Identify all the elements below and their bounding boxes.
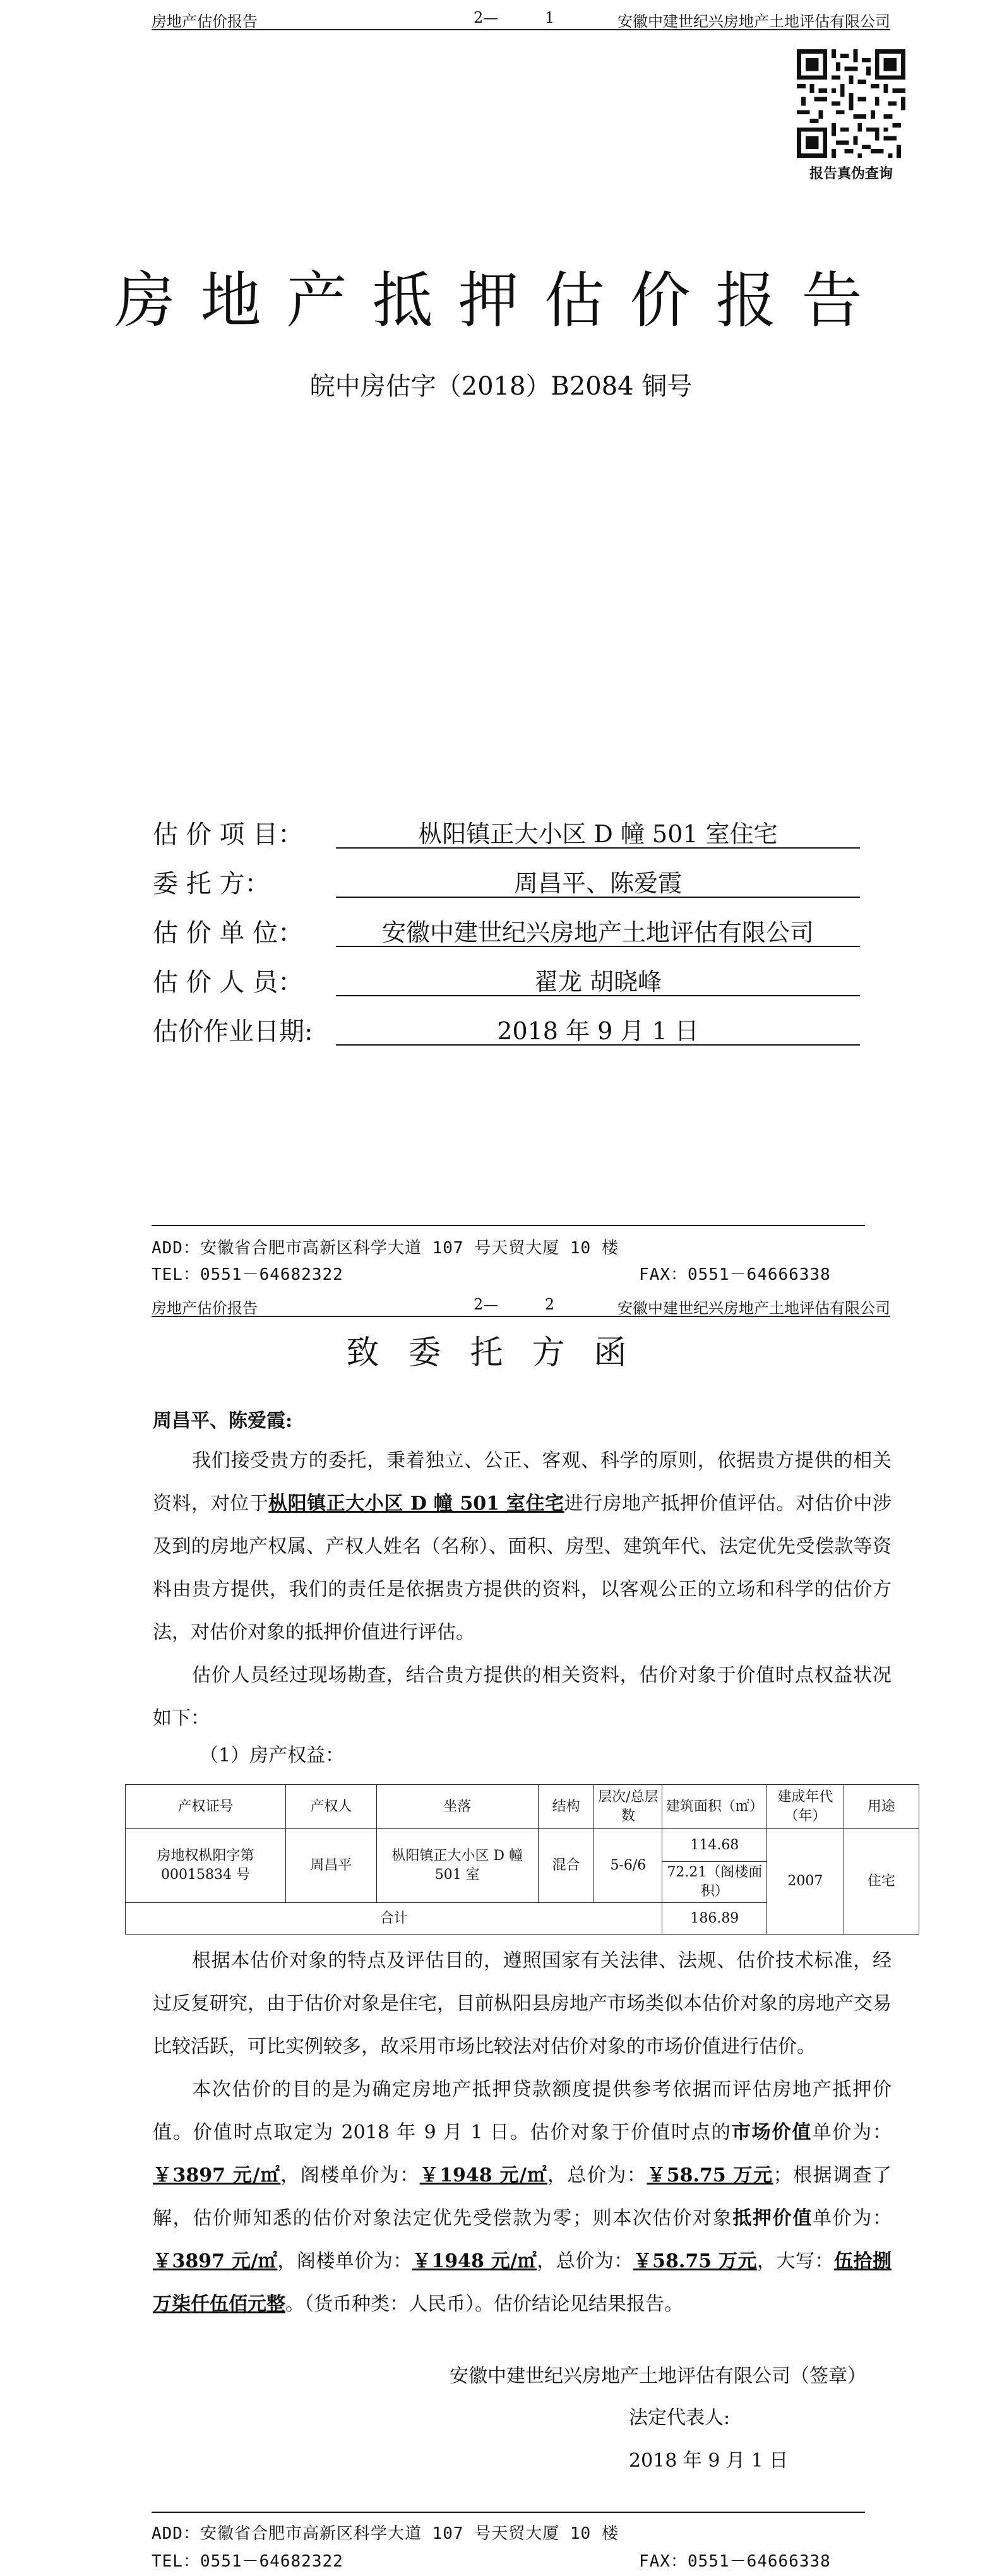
salutation: 周昌平、陈爱霞:: [153, 1410, 293, 1432]
p1-text-a: 我们接受贵方的委托，秉着独立、公正、客观、科学的原则，依据贵方提供的相关资料，对位于: [153, 1450, 892, 1515]
cert-number-cell: 房地权枞阳字第 00015834 号: [126, 1829, 286, 1903]
info-value: 2018 年 9 月 1 日: [336, 1011, 860, 1046]
footer-fax: FAX：0551－64666338: [639, 2552, 831, 2571]
property-rights-table: [125, 1784, 919, 1935]
p4-text: ，总价为：: [537, 2250, 633, 2272]
info-label: 估 价 项 目：: [153, 820, 304, 849]
page1-running-header: [152, 6, 890, 30]
p1-property-name: 枞阳镇正大小区 D 幢 501 室住宅: [268, 1493, 564, 1515]
page2-running-header: [152, 1293, 890, 1317]
p4-text: ，阁楼单价为：: [277, 2250, 412, 2272]
total-area-cell: 186.89: [662, 1903, 767, 1935]
footer-address: ADD：安徽省合肥市高新区科学大道 107 号天贸大厦 10 楼: [152, 2524, 619, 2543]
market-attic-price: ￥1948 元/㎡: [419, 2164, 547, 2186]
mortgage-value-label: 抵押价值: [732, 2207, 813, 2229]
info-label: 估价作业日期:: [153, 1017, 313, 1046]
footer-address: ADD：安徽省合肥市高新区科学大道 107 号天贸大厦 10 楼: [152, 1239, 619, 1258]
table-row: [126, 1829, 919, 1862]
structure-cell: 混合: [538, 1829, 593, 1903]
document-number: 皖中房估字（2018）B2084 铜号: [309, 372, 693, 401]
paragraph-4: [153, 2068, 892, 2326]
market-unit-price: ￥3897 元/㎡: [153, 2164, 281, 2186]
mortgage-total-price: ￥58.75 万元: [633, 2250, 758, 2272]
info-value: 周昌平、陈爱霞: [336, 864, 860, 898]
usage-cell: 住宅: [844, 1829, 919, 1935]
table-header-cell: 产权人: [286, 1785, 377, 1829]
paragraph-1: [153, 1440, 892, 1654]
p4-text: 本次估价的目的是为确定房地产抵押贷款额度提供参考依据而评估房地产抵押价值。价值时点取定为 2018 年 9 月 1 日。估价对象于价值时点的: [153, 2078, 892, 2144]
p4-text: ；根据调查了解，估价师知悉的估价对象法定优先受偿款为零；则本次估价对象: [153, 2164, 892, 2229]
header-right: 安徽中建世纪兴房地产土地评估有限公司: [617, 13, 890, 30]
footer-tel: TEL：0551－64682322: [152, 2552, 343, 2571]
info-label: 估 价 单 位：: [153, 919, 304, 948]
p4-text: ，大写：: [757, 2250, 835, 2272]
location-cell: 枞阳镇正大小区 D 幢 501 室: [376, 1829, 538, 1903]
area-main-cell: 114.68: [662, 1829, 767, 1862]
qr-code-icon[interactable]: [797, 49, 905, 158]
p4-text: 单价为：: [812, 2121, 892, 2144]
signature-legal-rep: 法定代表人:: [629, 2407, 731, 2429]
qr-caption: 报告真伪查询: [809, 166, 893, 182]
floor-cell: 5-6/6: [594, 1829, 662, 1903]
total-in-words: 伍拾捌万柒仟伍佰元整: [153, 2250, 892, 2315]
p1-text-b: 进行房地产抵押价值评估。对估价中涉及到的房地产权属、产权人姓名（名称）、面积、房型、建筑年代、法定优先受偿款等资料由贵方提供，我们的责任是依据贵方提供的资料，以客观公正的立场和科学的估价方法，对估价对象的抵押价值进行评估。: [153, 1493, 892, 1643]
owner-cell: 周昌平: [286, 1829, 377, 1903]
p4-text: 单价为：: [813, 2207, 892, 2229]
info-value: 翟龙 胡晓峰: [336, 962, 860, 996]
mortgage-unit-price: ￥3897 元/㎡: [153, 2250, 278, 2272]
total-label-cell: 合计: [126, 1903, 662, 1935]
mortgage-attic-price: ￥1948 元/㎡: [412, 2250, 537, 2272]
market-total-price: ￥58.75 万元: [647, 2164, 773, 2186]
footer-divider: [152, 2512, 865, 2513]
table-header-cell: 结构: [538, 1785, 593, 1829]
p4-text: ，阁楼单价为：: [280, 2164, 420, 2186]
year-cell: 2007: [767, 1829, 844, 1935]
paragraph-3: 根据本估价对象的特点及评估目的，遵照国家有关法律、法规、估价技术标准，经过反复研究，由于估价对象是住宅，目前枞阳县房地产市场类似本估价对象的房地产交易比较活跃，可比实例较多，故采用市场比较法对估价对象的市场价值进行估价。: [153, 1950, 892, 2058]
header-left: 房地产估价报告: [152, 1299, 258, 1317]
report-title: 房地产抵押估价报告: [114, 265, 888, 336]
table-header-cell: 建筑面积（㎡）: [662, 1785, 767, 1829]
paragraph-2: 估价人员经过现场勘查，结合贵方提供的相关资料，估价对象于价值时点权益状况如下：: [153, 1664, 892, 1729]
info-value: 枞阳镇正大小区 D 幢 501 室住宅: [336, 814, 860, 849]
signature-company: 安徽中建世纪兴房地产土地评估有限公司（签章）: [450, 2365, 866, 2387]
footer-divider: [152, 1225, 865, 1226]
info-label: 委 托 方：: [153, 869, 270, 898]
table-header-cell: 建成年代（年）: [767, 1785, 844, 1829]
header-left: 房地产估价报告: [152, 13, 258, 30]
table-header-cell: 坐落: [376, 1785, 538, 1829]
p4-text: 。（货币种类：人民币）。估价结论见结果报告。: [285, 2293, 683, 2315]
info-value: 安徽中建世纪兴房地产土地评估有限公司: [336, 913, 860, 947]
table-header-cell: 产权证号: [126, 1785, 286, 1829]
p4-text: ，总价为：: [547, 2164, 647, 2186]
table-header-cell: 用途: [844, 1785, 919, 1829]
footer-fax: FAX：0551－64666338: [639, 1265, 831, 1284]
signature-date: 2018 年 9 月 1 日: [629, 2450, 789, 2472]
sub-heading-property-rights: （1）房产权益：: [200, 1744, 345, 1767]
info-label: 估 价 人 员：: [153, 968, 304, 997]
table-header-cell: 层次/总层数: [594, 1785, 662, 1829]
header-right: 安徽中建世纪兴房地产土地评估有限公司: [617, 1299, 890, 1317]
footer-tel: TEL：0551－64682322: [152, 1265, 343, 1284]
market-value-label: 市场价值: [731, 2121, 813, 2144]
letter-title: 致委托方函: [346, 1334, 656, 1372]
header-page-number: 2— 2: [474, 1296, 555, 1313]
area-attic-cell: 72.21（阁楼面积）: [662, 1862, 767, 1903]
header-page-number: 2— 1: [474, 9, 555, 27]
table-header-row: [126, 1785, 919, 1829]
